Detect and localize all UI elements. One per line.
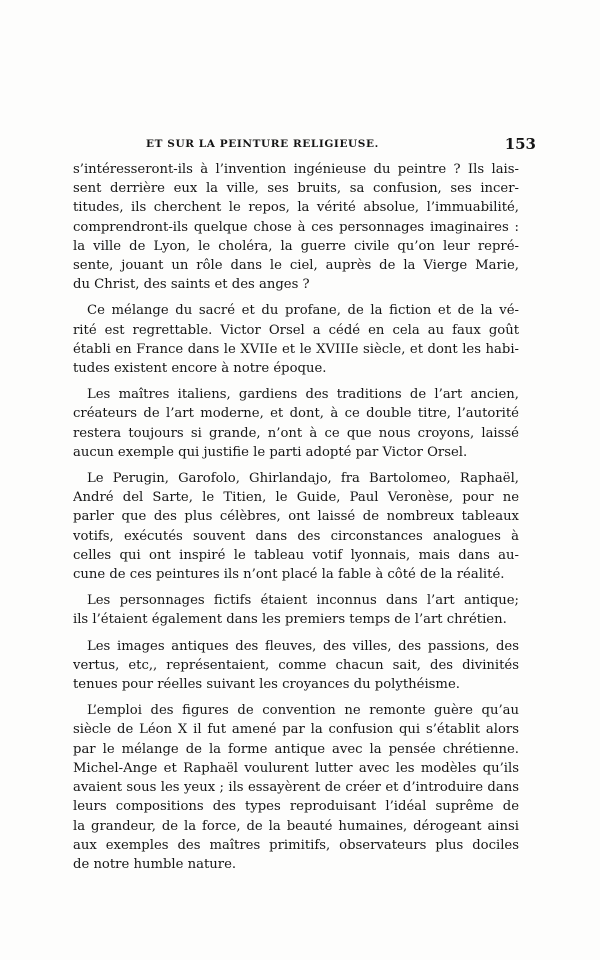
paragraph [73, 160, 519, 294]
text-line: du Christ, des saints et des anges ? [73, 277, 310, 293]
text-line: vertus, etc,, représentaient, comme chacun sait, des divinités [73, 657, 519, 673]
text-line: par le mélange de la forme antique avec la pensée chrétienne. [73, 741, 519, 757]
text-line: Le Perugin, Garofolo, Ghirlandajo, fra Bartolomeo, Raphaël, [87, 471, 519, 487]
text-line: leurs compositions des types reproduisant l’idéal suprême de [73, 799, 519, 815]
text-line: titudes, ils cherchent le repos, la vérité absolue, l’immuabilité, [73, 200, 519, 216]
text-line: rité est regrettable. Victor Orsel a cédé en cela au faux goût [73, 322, 519, 338]
text-line: sente, jouant un rôle dans le ciel, auprès de la Vierge Marie, [73, 258, 519, 274]
running-title: ET SUR LA PEINTURE RELIGIEUSE. [146, 138, 379, 150]
text-line: Michel-Ange et Raphaël voulurent lutter avec les modèles qu’ils [73, 760, 519, 776]
text-line: Les images antiques des fleuves, des villes, des passions, des [87, 638, 519, 654]
text-line: de notre humble nature. [73, 856, 237, 872]
paragraph [73, 701, 519, 874]
text-line: sent derrière eux la ville, ses bruits, sa confusion, ses incer- [73, 181, 519, 197]
text-line: comprendront-ils quelque chose à ces personnages imaginaires : [73, 219, 519, 235]
text-line: L’emploi des figures de convention ne remonte guère qu’au [87, 703, 519, 719]
text-line: la grandeur, de la force, de la beauté humaines, dérogeant ainsi [73, 818, 519, 834]
text-line: la ville de Lyon, le choléra, la guerre civile qu’on leur repré- [73, 238, 519, 254]
text-line: tenues pour réelles suivant les croyances du polythéisme. [73, 677, 460, 693]
page-number: 153 [504, 135, 536, 153]
body-text [73, 160, 519, 881]
text-line: siècle de Léon X il fut amené par la confusion qui s’établit alors [73, 722, 519, 738]
paragraph [73, 637, 519, 695]
text-line: tudes existent encore à notre époque. [73, 361, 327, 377]
paragraph [73, 591, 519, 629]
text-line: cune de ces peintures ils n’ont placé la fable à côté de la réalité. [73, 567, 505, 583]
text-line: s’intéresseront-ils à l’invention ingénieuse du peintre ? Ils lais- [73, 162, 519, 177]
running-header [86, 135, 536, 156]
text-line: celles qui ont inspiré le tableau votif lyonnais, mais dans au- [73, 547, 519, 563]
text-line: Les personnages fictifs étaient inconnus dans l’art antique; [87, 593, 519, 609]
text-line: ils l’étaient également dans les premiers temps de l’art chrétien. [73, 612, 507, 628]
text-line: votifs, exécutés souvent dans des circonstances analogues à [73, 528, 519, 544]
paragraph [73, 385, 519, 462]
text-line: restera toujours si grande, n’ont à ce que nous croyons, laissé [73, 425, 519, 441]
text-line: André del Sarte, le Titien, le Guide, Paul Veronèse, pour ne [73, 490, 519, 506]
text-line: avaient sous les yeux ; ils essayèrent de créer et d’introduire dans [73, 780, 519, 796]
paragraph [73, 469, 519, 584]
text-line: créateurs de l’art moderne, et dont, à ce double titre, l’autorité [73, 406, 519, 422]
paragraph [73, 301, 519, 378]
text-line: parler que des plus célèbres, ont laissé de nombreux tableaux [73, 509, 519, 525]
text-line: aucun exemple qui justifie le parti adopté par Victor Orsel. [73, 444, 468, 460]
text-line: établi en France dans le XVIIe et le XVIIIe siècle, et dont les habi- [73, 341, 519, 357]
text-line: Les maîtres italiens, gardiens des traditions de l’art ancien, [87, 387, 519, 403]
text-line: Ce mélange du sacré et du profane, de la fiction et de la vé- [87, 303, 519, 319]
text-line: aux exemples des maîtres primitifs, observateurs plus dociles [73, 837, 519, 853]
